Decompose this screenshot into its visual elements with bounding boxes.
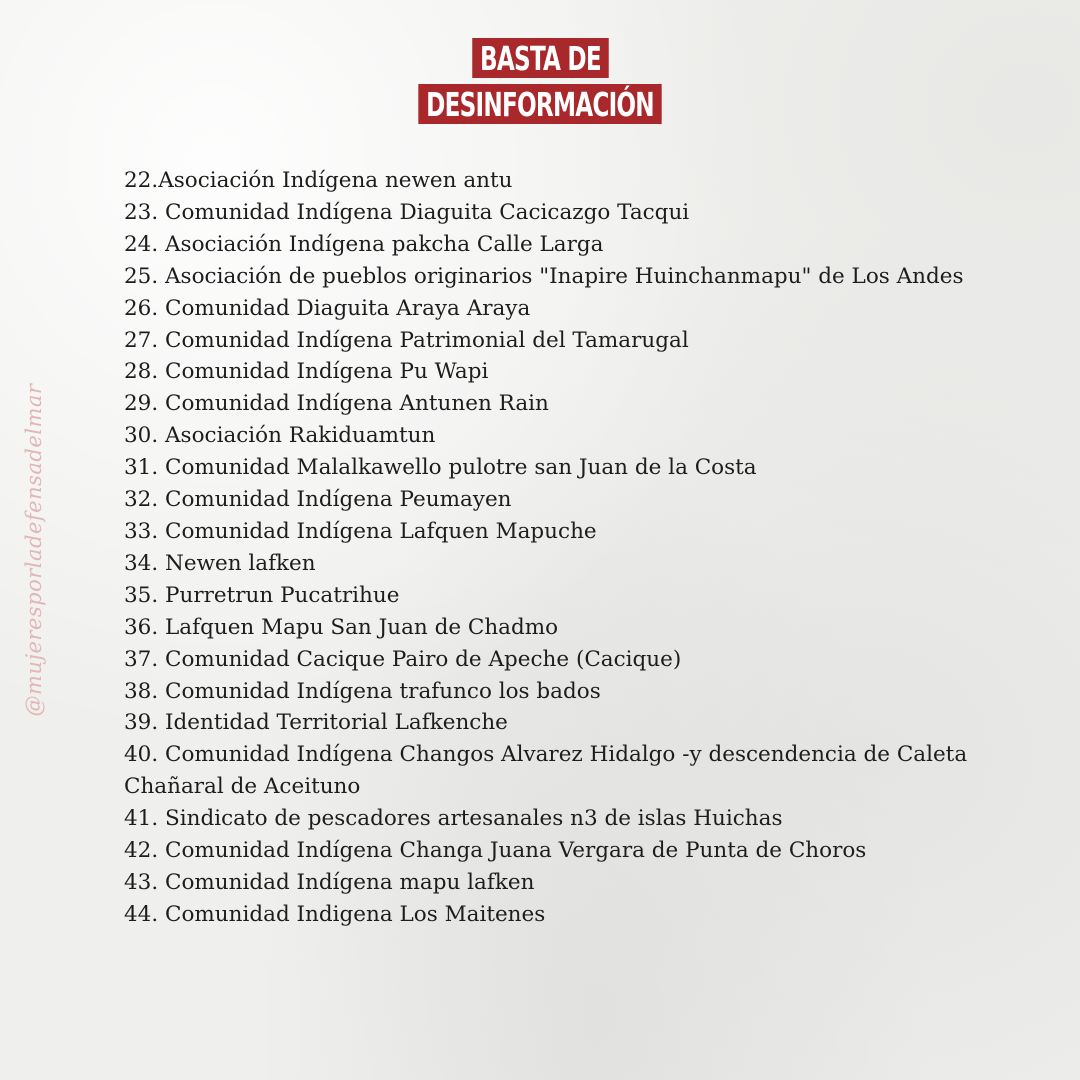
list-item: 22.Asociación Indígena newen antu bbox=[124, 168, 513, 193]
list-item: 30. Asociación Rakiduamtun bbox=[124, 423, 436, 449]
list-item: 42. Comunidad Indígena Changa Juana Vergara de Punta de Choros bbox=[124, 838, 867, 864]
list-item: 29. Comunidad Indígena Antunen Rain bbox=[124, 391, 549, 417]
list-item: 41. Sindicato de pescadores artesanales n3 de islas Huichas bbox=[124, 806, 783, 832]
list-item: 43. Comunidad Indígena mapu lafken bbox=[124, 869, 535, 895]
list-item: 25. Asociación de pueblos originarios "Inapire Huinchanmapu" de Los Andes bbox=[124, 263, 964, 289]
list-item: 27. Comunidad Indígena Patrimonial del Tamarugal bbox=[124, 327, 689, 353]
list-item: 23. Comunidad Indígena Diaguita Cacicazgo Tacqui bbox=[124, 199, 690, 225]
social-handle-watermark bbox=[16, 380, 52, 720]
banner-title-line-1: BASTA DE bbox=[472, 38, 608, 78]
list-item: 44. Comunidad Indigena Los Maitenes bbox=[124, 901, 546, 927]
list-item: 24. Asociación Indígena pakcha Calle Larga bbox=[124, 231, 604, 257]
list-item: 35. Purretrun Pucatrihue bbox=[124, 582, 400, 608]
social-handle-text: @mujeresporladefensadelmar bbox=[22, 383, 46, 717]
list-item: 26. Comunidad Diaguita Araya Araya bbox=[124, 295, 531, 321]
organization-list bbox=[124, 165, 974, 931]
banner-title-line-2: DESINFORMACIÓN bbox=[418, 84, 661, 124]
list-item: 40. Comunidad Indígena Changos Alvarez Hidalgo -y descendencia de Caleta Chañaral de Aceituno bbox=[124, 742, 968, 800]
list-item: 34. Newen lafken bbox=[124, 550, 316, 576]
title-banner bbox=[0, 38, 1080, 124]
list-item: 38. Comunidad Indígena trafunco los bados bbox=[124, 678, 601, 704]
list-item: 33. Comunidad Indígena Lafquen Mapuche bbox=[124, 518, 597, 544]
list-item: 36. Lafquen Mapu San Juan de Chadmo bbox=[124, 614, 559, 640]
list-item: 37. Comunidad Cacique Pairo de Apeche (Cacique) bbox=[124, 646, 682, 672]
list-item: 39. Identidad Territorial Lafkenche bbox=[124, 710, 508, 736]
list-item: 32. Comunidad Indígena Peumayen bbox=[124, 487, 512, 513]
list-item: 31. Comunidad Malalkawello pulotre san Juan de la Costa bbox=[124, 455, 757, 481]
list-item: 28. Comunidad Indígena Pu Wapi bbox=[124, 359, 489, 385]
